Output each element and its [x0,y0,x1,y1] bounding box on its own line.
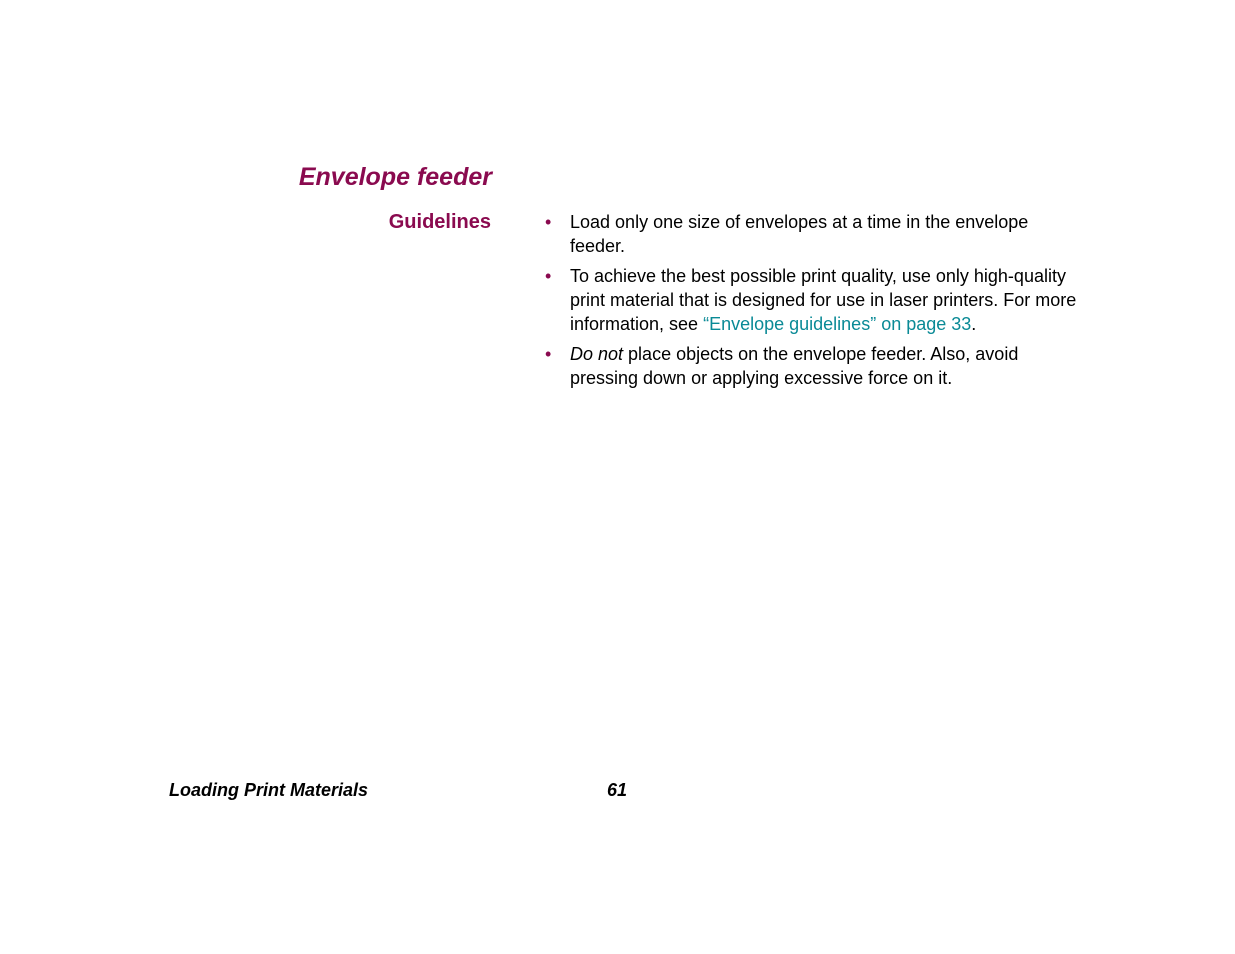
bullet-icon: • [545,212,552,232]
bullet-icon: • [545,344,552,364]
list-item [545,210,1085,258]
footer-page-number: 61 [607,780,628,800]
list-item-text: To achieve the best possible print quality, use only high-quality print material that is designed for use in laser printers. For more information, see [570,266,1077,334]
bullet-icon: • [545,266,552,286]
subsection-title: Guidelines [388,211,491,233]
emphasis-text: Do not [570,344,624,364]
guidelines-list [545,210,1085,396]
list-item [545,264,1085,336]
list-item-text-end: . [971,314,977,334]
section-title: Envelope feeder [298,163,492,191]
list-item-text: place objects on the envelope feeder. Also, avoid pressing down or applying excessive force on it. [570,344,1019,388]
footer-chapter-title: Loading Print Materials [169,780,369,800]
envelope-guidelines-link[interactable]: “Envelope guidelines” on page 33 [703,314,972,334]
list-item-text: Load only one size of envelopes at a time in the envelope feeder. [570,212,1029,256]
list-item [545,342,1085,390]
